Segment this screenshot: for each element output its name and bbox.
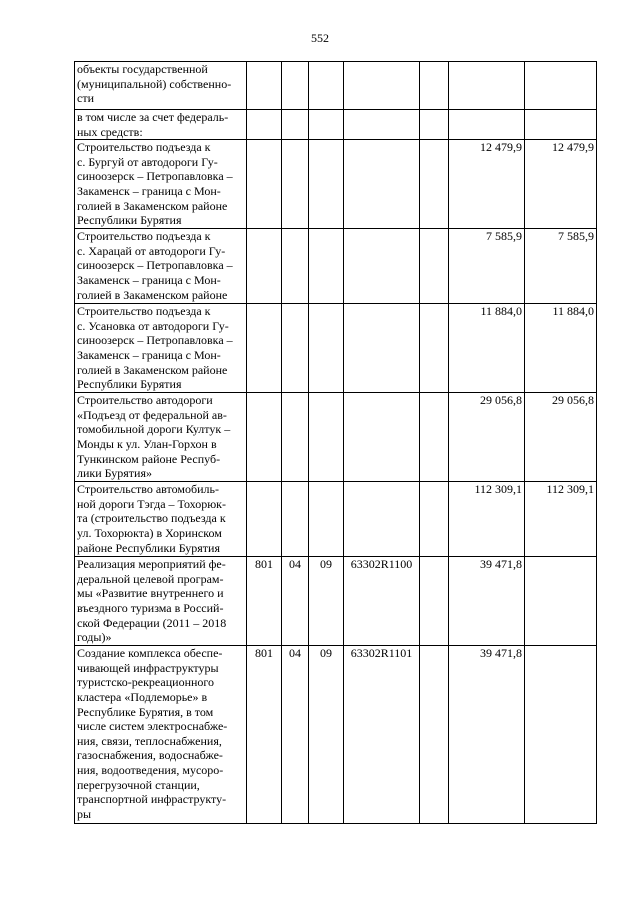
- table-row: [75, 62, 597, 110]
- amount-cell: [449, 62, 525, 110]
- budget-table: [74, 61, 597, 824]
- federal-amount-cell: [525, 110, 597, 140]
- target-article-cell: [344, 229, 420, 304]
- row-name-cell: в том числе за счет федераль- ных средств:: [75, 110, 247, 140]
- table-row: [75, 110, 597, 140]
- section-code-cell: 04: [282, 646, 309, 824]
- row-name-cell: объекты государственной (муниципальной) собственно- сти: [75, 62, 247, 110]
- ministry-code-cell: [247, 229, 282, 304]
- amount-cell: [449, 110, 525, 140]
- expense-type-cell: [420, 110, 449, 140]
- ministry-code-cell: [247, 393, 282, 482]
- row-name-cell: Строительство подъезда к с. Усановка от автодороги Гу- синоозерск – Петропавловка – Закаменск – граница с Мон- голией в Закаменском районе Республики Бурятия: [75, 304, 247, 393]
- target-article-cell: 63302R1100: [344, 557, 420, 646]
- expense-type-cell: [420, 140, 449, 229]
- amount-cell: 112 309,1: [449, 482, 525, 557]
- amount-cell: 7 585,9: [449, 229, 525, 304]
- subsection-code-cell: 09: [309, 646, 344, 824]
- amount-cell: 11 884,0: [449, 304, 525, 393]
- target-article-cell: [344, 140, 420, 229]
- section-code-cell: [282, 62, 309, 110]
- amount-cell: 39 471,8: [449, 646, 525, 824]
- subsection-code-cell: [309, 229, 344, 304]
- amount-cell: 29 056,8: [449, 393, 525, 482]
- row-name-cell: Строительство автомобиль- ной дороги Тэгда – Тохорюк- та (строительство подъезда к ул. Тохорюкта) в Хоринском районе Республики Бурятия: [75, 482, 247, 557]
- ministry-code-cell: [247, 304, 282, 393]
- ministry-code-cell: [247, 482, 282, 557]
- target-article-cell: 63302R1101: [344, 646, 420, 824]
- table-row: [75, 646, 597, 824]
- section-code-cell: [282, 304, 309, 393]
- row-name-cell: Создание комплекса обеспе- чивающей инфраструктуры туристско-рекреационного кластера «Подлеморье» в Республике Бурятия, в том числе систем электроснабже- ния, связи, теплоснабжения, газоснабжения, водоснабже- ния, водоотведения, мусоро- перегрузочной станции, транспортной инфраструкту- ры: [75, 646, 247, 824]
- subsection-code-cell: [309, 62, 344, 110]
- ministry-code-cell: [247, 110, 282, 140]
- ministry-code-cell: 801: [247, 646, 282, 824]
- federal-amount-cell: 29 056,8: [525, 393, 597, 482]
- section-code-cell: [282, 110, 309, 140]
- subsection-code-cell: [309, 304, 344, 393]
- federal-amount-cell: [525, 62, 597, 110]
- federal-amount-cell: 7 585,9: [525, 229, 597, 304]
- row-name-cell: Строительство подъезда к с. Харацай от автодороги Гу- синоозерск – Петропавловка – Закаменск – граница с Мон- голией в Закаменском районе: [75, 229, 247, 304]
- ministry-code-cell: 801: [247, 557, 282, 646]
- section-code-cell: [282, 482, 309, 557]
- expense-type-cell: [420, 646, 449, 824]
- amount-cell: 12 479,9: [449, 140, 525, 229]
- federal-amount-cell: [525, 557, 597, 646]
- row-name-cell: Строительство подъезда к с. Бургуй от автодороги Гу- синоозерск – Петропавловка – Закаменск – граница с Мон- голией в Закаменском районе Республики Бурятия: [75, 140, 247, 229]
- section-code-cell: [282, 140, 309, 229]
- section-code-cell: 04: [282, 557, 309, 646]
- expense-type-cell: [420, 229, 449, 304]
- row-name-cell: Строительство автодороги «Подъезд от федеральной ав- томобильной дороги Култук – Монды к ул. Улан-Горхон в Тункинском районе Респуб- лики Бурятия»: [75, 393, 247, 482]
- expense-type-cell: [420, 482, 449, 557]
- target-article-cell: [344, 482, 420, 557]
- ministry-code-cell: [247, 140, 282, 229]
- section-code-cell: [282, 393, 309, 482]
- section-code-cell: [282, 229, 309, 304]
- subsection-code-cell: [309, 140, 344, 229]
- row-name-cell: Реализация мероприятий фе- деральной целевой програм- мы «Развитие внутреннего и въездного туризма в Россий- ской Федерации (2011 – 2018 годы)»: [75, 557, 247, 646]
- subsection-code-cell: [309, 482, 344, 557]
- table-row: [75, 557, 597, 646]
- subsection-code-cell: 09: [309, 557, 344, 646]
- expense-type-cell: [420, 62, 449, 110]
- page-number: 552: [311, 31, 329, 45]
- subsection-code-cell: [309, 393, 344, 482]
- federal-amount-cell: [525, 646, 597, 824]
- subsection-code-cell: [309, 110, 344, 140]
- table-row: [75, 229, 597, 304]
- federal-amount-cell: 112 309,1: [525, 482, 597, 557]
- table-row: [75, 393, 597, 482]
- table-row: [75, 140, 597, 229]
- target-article-cell: [344, 393, 420, 482]
- expense-type-cell: [420, 393, 449, 482]
- target-article-cell: [344, 62, 420, 110]
- expense-type-cell: [420, 557, 449, 646]
- amount-cell: 39 471,8: [449, 557, 525, 646]
- federal-amount-cell: 11 884,0: [525, 304, 597, 393]
- federal-amount-cell: 12 479,9: [525, 140, 597, 229]
- target-article-cell: [344, 304, 420, 393]
- expense-type-cell: [420, 304, 449, 393]
- ministry-code-cell: [247, 62, 282, 110]
- target-article-cell: [344, 110, 420, 140]
- table-row: [75, 304, 597, 393]
- table-row: [75, 482, 597, 557]
